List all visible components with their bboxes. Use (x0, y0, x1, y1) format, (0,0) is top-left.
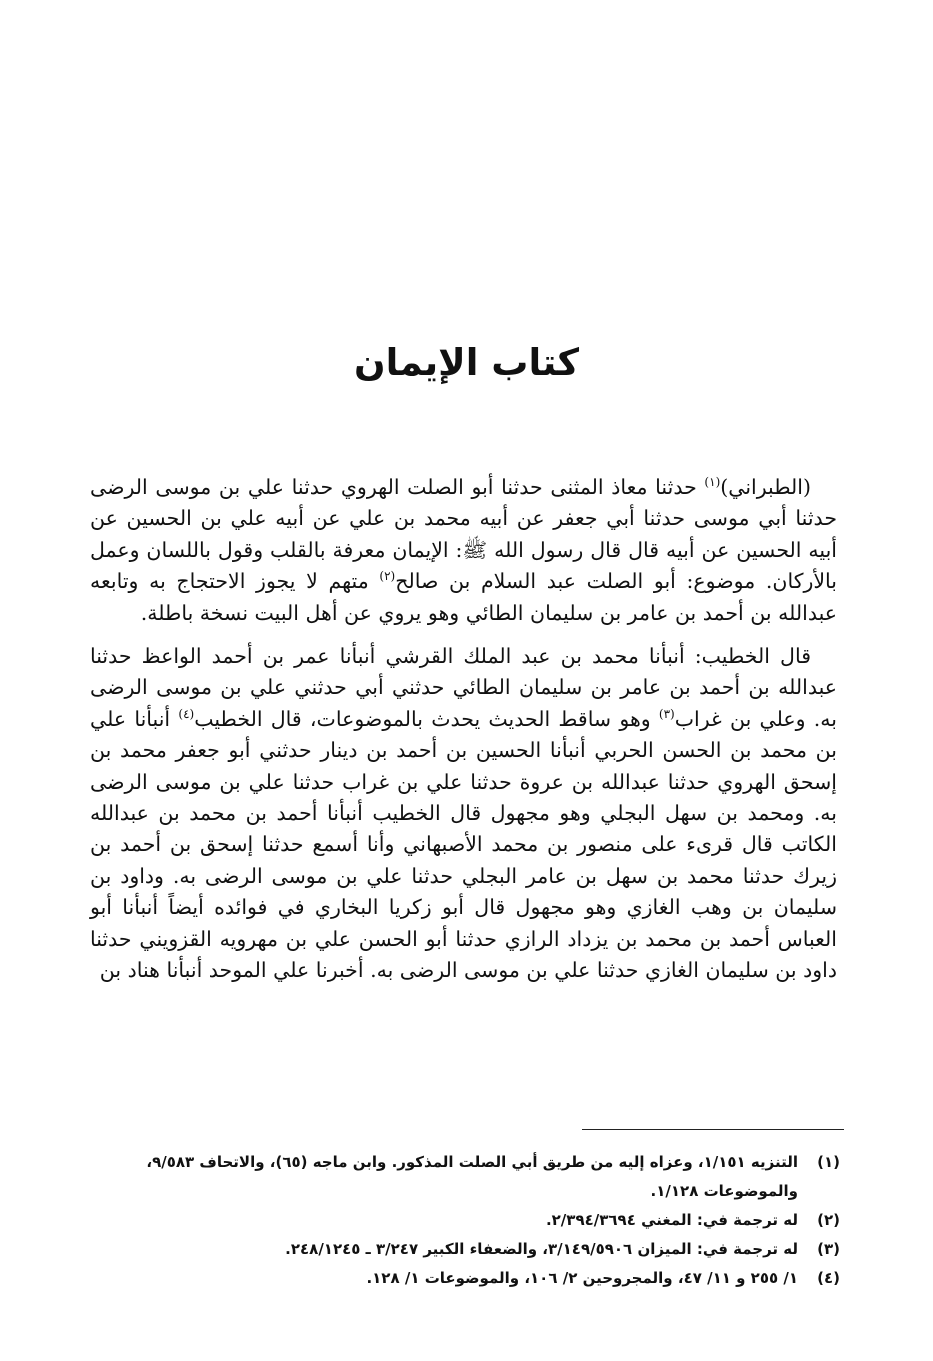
footnote-ref: (٤) (178, 707, 195, 722)
footnote-text: له ترجمة في: المغني ٢/٣٩٤/٣٦٩٤. (545, 1211, 798, 1229)
text-segment: حدثنا معاذ المثنى حدثنا أبو الصلت الهروي حدثنا علي بن موسى الرضى حدثنا أبي موسى حدثنا أبي جعفر عن أبيه محمد بن علي عن أبيه علي بن الحسين عن أبيه الحسين عن أبيه قال قال رسول الله ﷺ: الإيمان معرفة بالقلب وقول باللسان وعمل بالأركان. موضوع: أبو الصلت عبد السلام بن صالح (90, 475, 838, 594)
footnote-divider (582, 1129, 844, 1130)
footnote-number: (١) (817, 1153, 840, 1171)
text-segment: وهو ساقط الحديث يحدث بالموضوعات، قال الخطيب (194, 706, 659, 731)
body-paragraph (90, 472, 837, 629)
chapter-title: كتاب الإيمان (354, 341, 579, 384)
footnote-item (88, 1206, 840, 1235)
footnote-text: له ترجمة في: الميزان ٣/١٤٩/٥٩٠٦، والضعفاء الكبير ٣/٢٤٧ ـ ٢٤٨/١٢٤٥. (285, 1240, 798, 1258)
footnote-ref: (٢) (379, 569, 396, 584)
text-segment: (الطبراني) (720, 475, 811, 499)
footnote-number: (٣) (817, 1240, 840, 1258)
main-text (90, 472, 837, 987)
text-segment: متهم لا يجوز الاحتجاج به وتابعه عبدالله بن أحمد بن عامر بن سليمان الطائي وهو يروي عن أهل البيت نسخة باطلة. (90, 569, 837, 625)
footnotes (88, 1148, 840, 1293)
footnote-ref: (١) (704, 475, 721, 490)
footnote-number: (٤) (817, 1269, 840, 1287)
body-paragraph (90, 641, 837, 986)
footnote-text: التنزيه ١/١٥١، وعزاه إليه من طريق أبي الصلت المذكور. وابن ماجه (٦٥)، والاتحاف ٩/٥٨٣، والموضوعات ١/١٢٨. (146, 1153, 798, 1200)
footnote-item (88, 1148, 840, 1206)
footnote-item (88, 1264, 840, 1293)
footnote-text: ١/ ٢٥٥ و ١١/ ٤٧، والمجروحين ٢/ ١٠٦، والموضوعات ١/ ١٢٨. (366, 1269, 798, 1287)
footnote-ref: (٣) (658, 707, 675, 722)
text-segment: أنبأنا علي بن محمد بن الحسن الحربي أنبأنا الحسين بن أحمد بن دينار حدثني أبو جعفر محمد بن إسحق الهروي حدثنا عبدالله بن عروة حدثنا علي بن غراب حدثنا علي بن موسى الرضى به. ومحمد بن سهل البجلي وهو مجهول قال الخطيب أنبأنا أحمد بن محمد بن عبدالله الكاتب قال قرىء على منصور بن محمد الأصبهاني وأنا أسمع حدثنا إسحق بن أحمد بن زيرك حدثنا محمد بن سهل بن عامر البجلي حدثنا علي بن موسى الرضى به. وداود بن سليمان بن وهب الغازي وهو مجهول قال أبو زكريا البخاري في فوائده أيضاً أنبأنا أبو العباس أحمد بن محمد بن يزداد الرازي حدثنا أبو الحسن علي بن مهرويه القزويني حدثنا داود بن سليمان الغازي حدثنا علي بن موسى الرضى به. أخبرنا علي الموحد أنبأنا هناد بن (90, 706, 837, 983)
text-segment: قال الخطيب: أنبأنا محمد بن عبد الملك القرشي أنبأنا عمر بن أحمد الواعظ حدثنا عبدالله بن أحمد بن عامر بن سليمان الطائي حدثني أبي حدثني علي بن موسى الرضى به. وعلي بن غراب (90, 644, 837, 731)
footnote-number: (٢) (817, 1211, 840, 1229)
footnote-item (88, 1235, 840, 1264)
